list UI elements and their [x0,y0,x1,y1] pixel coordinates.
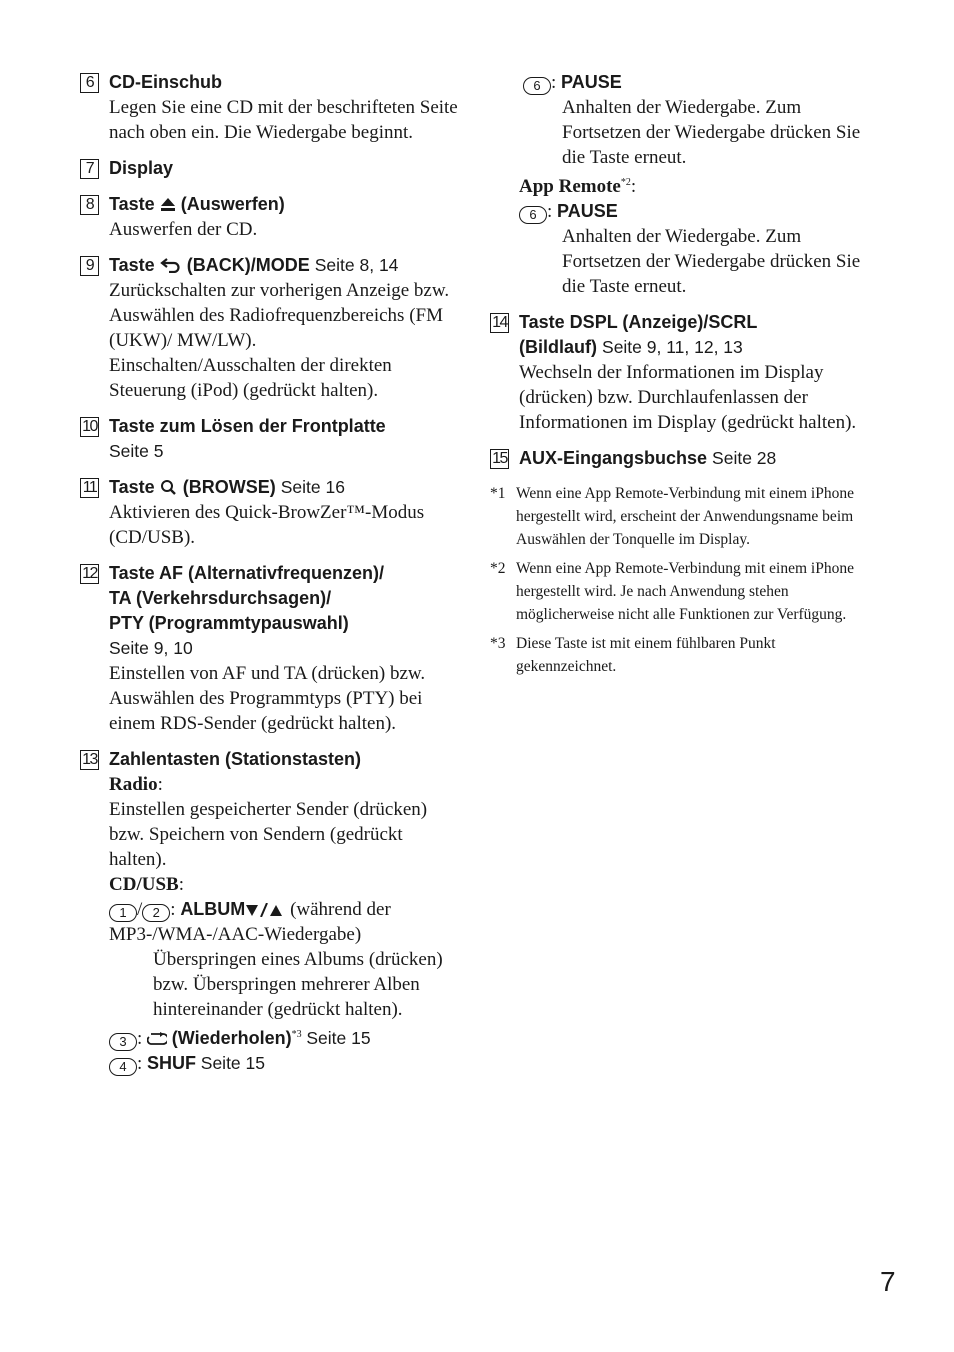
repeat-label: (Wiederholen) [171,1028,292,1048]
item-number: 11 [80,478,99,498]
key-3: 3 [109,1033,137,1051]
item-cd-slot [80,70,460,145]
app-remote-label-line [519,170,870,199]
colon: : [547,201,553,222]
footnote-ref: *3 [291,1029,302,1040]
page-reference: Seite 16 [280,477,345,497]
repeat-icon [147,1032,167,1046]
pause-continuation [490,70,870,299]
item-title: TA (Verkehrsdurchsagen)/ [109,588,332,608]
item-number: 8 [80,195,99,215]
key-2: 2 [142,904,170,922]
colon: : [630,176,637,197]
key-4: 4 [109,1058,137,1076]
item-number: 6 [80,73,99,93]
item-description: Einschalten/Ausschalten der direkten Steuerung (iPod) (gedrückt halten). [109,355,392,401]
pause-line [523,70,870,95]
item-number: 14 [490,313,509,333]
page-reference: Seite 5 [109,441,164,461]
colon: : [170,899,176,920]
item-number: 15 [490,449,509,469]
item-description: Legen Sie eine CD mit der beschrifteten Seite nach oben ein. Die Wiedergabe beginnt. [109,97,458,143]
page-reference: Seite 15 [200,1053,265,1073]
album-note: (während der [285,899,391,920]
footnote-mark: *1 [490,485,506,502]
item-eject-button [80,192,460,242]
title-text: (Bildlauf) [519,337,597,357]
radio-description: Einstellen gespeicherter Sender (drücken) bzw. Speichern von Sendern (gedrückt halten). [109,799,428,870]
item-number: 7 [80,159,99,179]
item-number: 10 [80,417,99,437]
title-text: Taste [109,255,155,275]
item-back-mode-button [80,253,460,403]
footnote [490,632,870,678]
item-description: Aktivieren des Quick-BrowZer™-Modus (CD/USB). [109,502,425,548]
slash: / [137,899,143,920]
pause-label: PAUSE [561,72,622,92]
pause-description: Anhalten der Wiedergabe. Zum Fortsetzen der Wiedergabe drücken Sie die Taste erneut. [562,97,861,168]
album-description: Überspringen eines Albums (drücken) bzw. Überspringen mehrerer Alben hintereinander (gedrückt halten). [153,949,443,1020]
item-title: Zahlentasten (Stationstasten) [109,749,362,769]
item-number: 9 [80,256,99,276]
page-number: 7 [880,1266,896,1297]
page-reference: Seite 9, 11, 12, 13 [602,337,743,357]
footnote [490,557,870,626]
footnote [490,482,870,551]
footnote-mark: *3 [490,635,506,652]
title-text: Taste [109,194,155,214]
item-number-buttons [80,747,460,1076]
item-number: 12 [80,564,99,584]
item-title: Taste AF (Alternativfrequenzen)/ [109,563,385,583]
item-description: Einstellen von AF und TA (drücken) bzw. Auswählen des Programmtyps (PTY) bei einem RDS-Sender (gedrückt halten). [109,663,426,734]
footnote-mark: *2 [490,560,506,577]
item-aux-input [490,446,870,471]
shuffle-line [109,1051,460,1076]
cd-usb-label-line [109,872,460,897]
title-text: (BROWSE) [182,477,276,497]
pause-line [519,199,870,224]
item-title [109,192,460,217]
cd-usb-label: CD/USB [109,874,179,895]
item-title [109,253,460,278]
item-title [519,335,870,360]
page-reference: Seite 8, 14 [314,255,399,275]
footnote-ref: *2 [620,177,631,188]
item-display [80,156,460,181]
radio-label: Radio [109,774,158,795]
item-description: Wechseln der Informationen im Display (drücken) bzw. Durchlaufenlassen der Informationen im Display (gedrückt halten). [519,362,857,433]
album-note: MP3-/WMA-/AAC-Wiedergabe) [109,924,362,945]
title-text: (BACK)/MODE [186,255,310,275]
item-number: 13 [80,750,99,770]
right-column [490,70,870,684]
item-release-button [80,414,460,464]
back-arrow-icon [160,257,182,273]
album-label: ALBUM [180,899,246,919]
album-line [109,897,460,922]
colon: : [137,1053,143,1074]
item-title: PTY (Programmtypauswahl) [109,613,349,633]
item-title [519,446,870,471]
footnote-text: Diese Taste ist mit einem fühlbaren Punkt gekennzeichnet. [516,635,776,675]
colon: : [157,774,163,795]
down-up-triangles-icon [245,903,285,917]
title-text: Taste [109,477,155,497]
pause-description: Anhalten der Wiedergabe. Zum Fortsetzen der Wiedergabe drücken Sie die Taste erneut. [562,226,861,297]
item-description: Auswerfen der CD. [109,219,258,240]
app-remote-label: App Remote [519,176,621,197]
item-title: Taste DSPL (Anzeige)/SCRL [519,312,758,332]
page-reference: Seite 28 [712,448,777,468]
item-browse-button [80,475,460,550]
pause-label: PAUSE [557,201,618,221]
footnote-text: Wenn eine App Remote-Verbindung mit einem iPhone hergestellt wird. Je nach Anwendung stehen möglicherweise nicht alle Funktionen zur Verfügung. [516,560,854,623]
footnotes [490,482,870,678]
key-6: 6 [523,77,551,95]
item-title: Display [109,158,174,178]
radio-label-line [109,772,460,797]
search-icon [160,479,178,495]
colon: : [551,72,557,93]
item-af-ta-pty-button [80,561,460,736]
footnote-text: Wenn eine App Remote-Verbindung mit einem iPhone hergestellt wird, erscheint der Anwendungsname beim Auswählen der Tonquelle im Display. [516,485,854,548]
title-text: (Auswerfen) [180,194,285,214]
item-dspl-scrl-button [490,310,870,435]
left-column [80,70,460,1087]
colon: : [137,1028,143,1049]
page-reference: Seite 15 [306,1028,371,1048]
eject-icon [160,197,176,212]
colon: : [178,874,184,895]
shuffle-label: SHUF [147,1053,197,1073]
title-text: AUX-Eingangsbuchse [519,448,708,468]
key-6: 6 [519,206,547,224]
repeat-line [109,1022,460,1051]
item-description: Zurückschalten zur vorherigen Anzeige bzw. Auswählen des Radiofrequenzbereichs (FM (UKW)/ MW/LW). [109,280,450,351]
key-1: 1 [109,904,137,922]
item-title [109,475,460,500]
item-title: CD-Einschub [109,72,223,92]
item-title: Taste zum Lösen der Frontplatte [109,416,386,436]
page-reference: Seite 9, 10 [109,638,193,658]
